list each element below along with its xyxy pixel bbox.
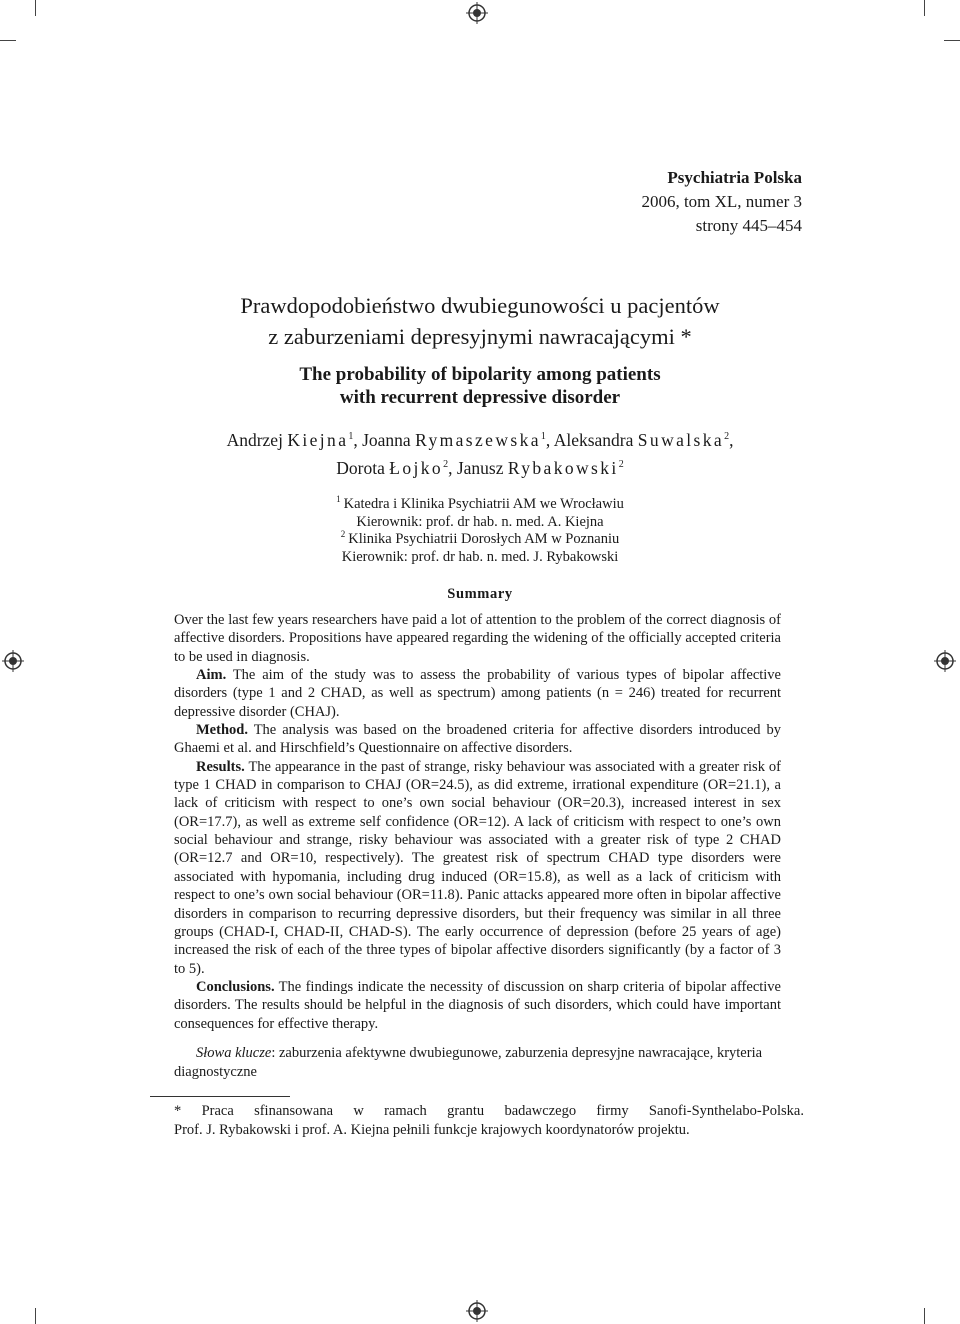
section-text: The analysis was based on the broadened criteria for affective disorders introduced by Ghaemi et al. and Hirschfield’s Questionnaire on affective disorders. [174,722,781,757]
affiliation-name: Katedra i Klinika Psychiatrii AM we Wrocławiu [343,496,624,512]
author-last-name: Rymaszewska [415,430,541,450]
journal-header [641,166,802,238]
affiliation-number: 2 [340,529,346,539]
author-last-name: Rybakowski [507,458,619,478]
registration-mark-icon [2,650,24,672]
author-first-name: Joanna [362,430,411,450]
title-polish-line1: Prawdopodobieństwo dwubiegunowości u pacjentów [240,293,720,318]
abstract-body [174,611,781,1033]
section-text: The findings indicate the necessity of discussion on sharp criteria of bipolar affective disorders. The results should be helpful in the diagnosis of such disorders, which could have important consequences for effective therapy. [174,978,781,1032]
affiliation-2 [0,531,960,549]
title-english-line2: with recurrent depressive disorder [339,387,621,408]
title-polish-line2-text: z zaburzeniami depresyjnymi nawracającymi [268,324,675,349]
affiliation-1 [0,496,960,514]
title-english-line1: The probability of bipolarity among patients [299,364,661,385]
abstract-results [174,758,781,978]
author-first-name: Aleksandra [553,430,634,450]
crop-mark [924,0,925,16]
author-last-name: Suwalska [637,430,725,450]
abstract-method [174,721,781,758]
crop-mark [35,1308,36,1324]
affiliation-1-head: Kierownik: prof. dr hab. n. med. A. Kiejna [356,513,604,530]
author-affiliation-number: 2 [443,459,449,470]
crop-mark [0,40,16,41]
author-first-name: Janusz [456,458,504,478]
author-line2: Dorota Łojko$^2$, Janusz Rybakowski$^2$ [336,458,624,478]
keywords-label: Słowa klucze [196,1045,272,1061]
section-label: Results. [196,758,245,775]
summary-heading: Summary [447,586,513,602]
footnote-divider [150,1096,290,1097]
affiliation-name: Klinika Psychiatrii Dorosłych AM w Poznaniu [348,531,620,547]
crop-mark [944,40,960,41]
author-affiliation-number: 1 [540,431,546,442]
affiliation-number: 1 [336,494,341,504]
affiliations [0,496,960,566]
keywords-text: : zaburzenia afektywne dwubiegunowe, zaburzenia depresyjne nawracające, kryteria diagnostyczne [174,1045,763,1080]
abstract-aim [174,666,781,721]
author-affiliation-number: 2 [724,431,730,442]
section-label: Aim. [196,667,227,684]
author-list [0,426,960,482]
author-affiliation-number: 1 [348,431,354,442]
author-first-name: Andrzej [226,430,283,450]
journal-issue: 2006, tom XL, numer 3 [641,192,802,211]
journal-pages: strony 445–454 [695,216,802,235]
title-polish-line2 [0,321,960,352]
abstract-intro: Over the last few years researchers have paid a lot of attention to the problem of the correct diagnosis of affective disorders. Propositions have appeared regarding the widening of the officially accepted criteria to be used in diagnosis. [174,612,781,665]
section-text: The appearance in the past of strange, risky behaviour was associated with a greater risk of type 1 CHAD in comparison to CHAJ (OR=24.5), as did extreme, irrational expenditure (OR=21.1), a lack of criticism with respect to one’s own social behaviour (OR=20.3), increased interest in sex (OR=17.7), as well as extreme self confidence (OR=12). A lack of criticism with respect to one’s own social behaviour and strange, risky behaviour was associated with a greater risk of type 2 CHAD (OR=12.7 and OR=10, respectively). The greatest risk of spectrum CHAD type disorders were associated with hypomania, including drug induced (OR=15.8), as well as a lack of criticism with respect to one’s own social behaviour (OR=11.8). Panic attacks appeared more often in bipolar affective disorders in comparison to recurring depressive disorders, but their frequency was similar in all three groups (CHAD-I, CHAD-II, CHAD-S). The early occurrence of depression (before 25 years of age) increased the risk of each of the three types of bipolar affective disorders significantly (by a factor of 3 to 5). [174,758,781,977]
section-text: The aim of the study was to assess the probability of various types of bipolar affective disorders (type 1 and 2 CHAD, as well as spectrum) among patients (n = 246) treated for recurrent depressive disorder (CHAJ). [174,667,781,720]
section-label: Method. [196,722,248,739]
registration-mark-icon [466,1300,488,1322]
registration-mark-icon [934,650,956,672]
author-last-name: Kiejna [287,430,349,450]
footnote-line2: Prof. J. Rybakowski i prof. A. Kiejna pełnili funkcje krajowych koordynatorów projektu. [174,1122,690,1138]
author-line1: Andrzej Kiejna$^1$, Joanna Rymaszewska$^1$, Aleksandra Suwalska$^2$, [226,430,734,450]
keywords [174,1044,781,1082]
registration-mark-icon [466,2,488,24]
footnote-line1: * Praca sfinansowana w ramach grantu badawczego firmy Sanofi-Synthelabo-Polska. [174,1103,804,1119]
title-footnote-marker: * [680,324,692,349]
title-english [0,363,960,409]
author-affiliation-number: 2 [618,459,624,470]
abstract-conclusions [174,978,781,1033]
crop-mark [35,0,36,16]
author-last-name: Łojko [389,458,444,478]
affiliation-2-head: Kierownik: prof. dr hab. n. med. J. Rybakowski [341,548,619,565]
section-label: Conclusions. [196,978,275,995]
title-polish [0,290,960,352]
author-first-name: Dorota [336,458,385,478]
footnote [174,1102,804,1140]
crop-mark [924,1308,925,1324]
journal-name: Psychiatria Polska [667,168,802,187]
